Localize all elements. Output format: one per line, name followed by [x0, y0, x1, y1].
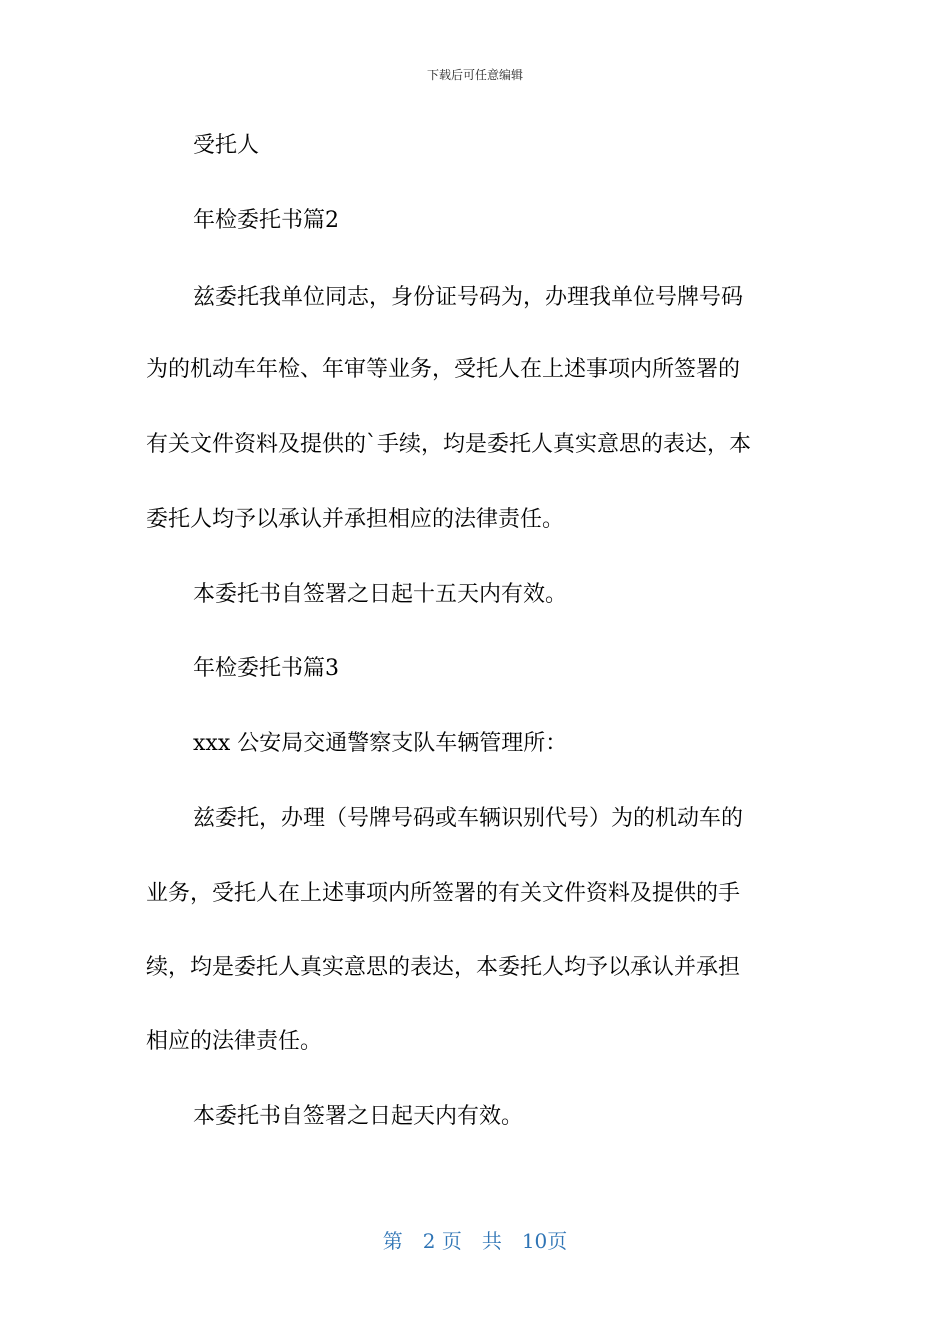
addressee-line: xxx 公安局交通警察支队车辆管理所：: [193, 731, 568, 756]
page-number-footer: 第 2 页 共 10页: [382, 1229, 568, 1253]
paragraph-line: 本委托书自签署之日起十五天内有效。: [193, 582, 568, 607]
section-heading-3: 年检委托书篇3: [193, 656, 339, 681]
paragraph-line: 相应的法律责任。: [146, 1029, 323, 1054]
header-note: 下载后可任意编辑: [426, 68, 523, 82]
paragraph-line: 有关文件资料及提供的`手续，均是委托人真实意思的表达，本: [146, 432, 752, 457]
paragraph-line: 为的机动车年检、年审等业务，受托人在上述事项内所签署的: [146, 357, 741, 382]
paragraph-line: 兹委托我单位同志，身份证号码为，办理我单位号牌号码: [193, 285, 744, 310]
section-heading-2: 年检委托书篇2: [193, 208, 339, 233]
paragraph-line: 业务，受托人在上述事项内所签署的有关文件资料及提供的手: [146, 881, 741, 906]
paragraph-line: 本委托书自签署之日起天内有效。: [193, 1104, 524, 1129]
paragraph-line-trustee: 受托人: [193, 133, 260, 158]
paragraph-line: 续，均是委托人真实意思的表达，本委托人均予以承认并承担: [146, 955, 741, 980]
paragraph-line: 委托人均予以承认并承担相应的法律责任。: [146, 507, 565, 532]
paragraph-line: 兹委托，办理（号牌号码或车辆识别代号）为的机动车的: [193, 806, 744, 831]
